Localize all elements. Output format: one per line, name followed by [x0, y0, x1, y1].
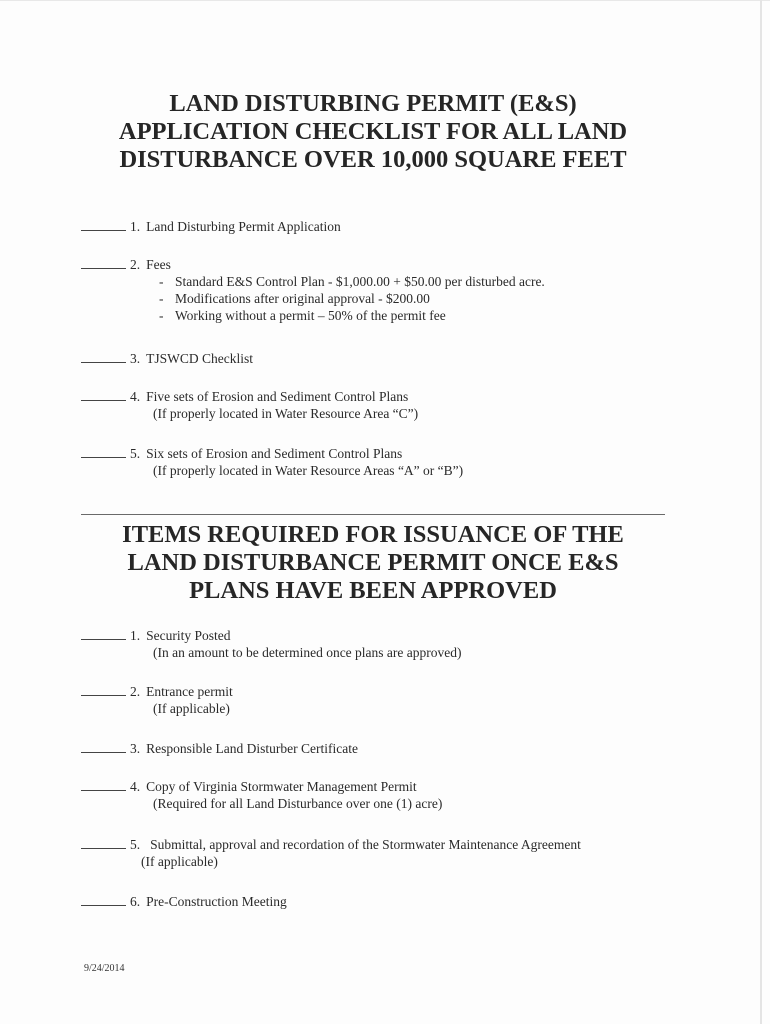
- item-label: Responsible Land Disturber Certificate: [146, 741, 358, 756]
- item-label: Land Disturbing Permit Application: [146, 219, 341, 234]
- checklist-item: [81, 836, 581, 870]
- checklist-item: [81, 388, 418, 422]
- fee-list: [81, 273, 545, 324]
- scan-edge-right: [760, 0, 762, 1024]
- item-note: (If applicable): [153, 701, 230, 716]
- title-line: PLANS HAVE BEEN APPROVED: [189, 577, 557, 604]
- item-number: 2.: [130, 257, 141, 272]
- title-line: APPLICATION CHECKLIST FOR ALL LAND: [118, 118, 628, 145]
- item-number: 3.: [130, 351, 141, 366]
- fee-item: - Working without a permit – 50% of the permit fee: [159, 308, 446, 323]
- check-blank[interactable]: [81, 627, 126, 640]
- item-label: Six sets of Erosion and Sediment Control Plans: [146, 446, 403, 461]
- item-number: 1.: [130, 628, 141, 643]
- fee-item: - Standard E&S Control Plan - $1,000.00 + $50.00 per disturbed acre.: [159, 274, 545, 289]
- check-blank[interactable]: [81, 893, 126, 906]
- check-blank[interactable]: [81, 388, 126, 401]
- fee-text: Standard E&S Control Plan - $1,000.00 + $50.00 per disturbed acre.: [175, 274, 545, 289]
- fee-text: Modifications after original approval - $200.00: [175, 291, 430, 306]
- check-blank[interactable]: [81, 445, 126, 458]
- title-line: LAND DISTURBING PERMIT (E&S): [169, 90, 577, 117]
- item-label: Pre-Construction Meeting: [146, 894, 287, 909]
- item-number: 4.: [130, 389, 141, 404]
- check-blank[interactable]: [81, 836, 126, 849]
- checklist-item: [81, 445, 463, 479]
- title-line: ITEMS REQUIRED FOR ISSUANCE OF THE: [122, 521, 624, 548]
- scan-edge-top: [0, 0, 770, 1]
- item-number: 6.: [130, 894, 141, 909]
- check-blank[interactable]: [81, 218, 126, 231]
- check-blank[interactable]: [81, 778, 126, 791]
- checklist-item: [81, 627, 462, 661]
- item-note: (If properly located in Water Resource Areas “A” or “B”): [153, 463, 464, 478]
- item-label: Five sets of Erosion and Sediment Control Plans: [146, 389, 409, 404]
- section-divider: [81, 514, 665, 515]
- item-label: Fees: [146, 257, 171, 272]
- revision-date: 9/24/2014: [84, 963, 125, 974]
- checklist-item: [81, 778, 442, 812]
- item-note: (In an amount to be determined once plans are approved): [153, 645, 462, 660]
- fee-item: - Modifications after original approval - $200.00: [159, 291, 430, 306]
- checklist-item: [81, 218, 341, 235]
- issuance-requirements-title: [0, 521, 758, 605]
- item-note: (If applicable): [141, 854, 218, 869]
- title-line: LAND DISTURBANCE PERMIT ONCE E&S: [127, 549, 619, 576]
- item-label: TJSWCD Checklist: [146, 351, 253, 366]
- fee-text: Working without a permit – 50% of the permit fee: [175, 308, 446, 323]
- item-note: (If properly located in Water Resource Area “C”): [153, 406, 419, 421]
- checklist-title: [0, 90, 758, 174]
- title-line: DISTURBANCE OVER 10,000 SQUARE FEET: [119, 146, 627, 173]
- checklist-item: [81, 683, 233, 717]
- item-number: 5.: [130, 837, 141, 852]
- check-blank[interactable]: [81, 740, 126, 753]
- item-number: 5.: [130, 446, 141, 461]
- item-number: 3.: [130, 741, 141, 756]
- checklist-item: [81, 740, 358, 757]
- item-number: 1.: [130, 219, 141, 234]
- checklist-item: [81, 350, 253, 367]
- item-number: 4.: [130, 779, 141, 794]
- check-blank[interactable]: [81, 683, 126, 696]
- check-blank[interactable]: [81, 256, 126, 269]
- item-label: Entrance permit: [146, 684, 233, 699]
- item-note: (Required for all Land Disturbance over one (1) acre): [153, 796, 443, 811]
- checklist-item: [81, 256, 545, 324]
- item-label: Copy of Virginia Stormwater Management Permit: [146, 779, 417, 794]
- check-blank[interactable]: [81, 350, 126, 363]
- item-label: Security Posted: [146, 628, 231, 643]
- checklist-item: [81, 893, 287, 910]
- item-number: 2.: [130, 684, 141, 699]
- item-label: Submittal, approval and recordation of the Stormwater Maintenance Agreement: [150, 837, 581, 852]
